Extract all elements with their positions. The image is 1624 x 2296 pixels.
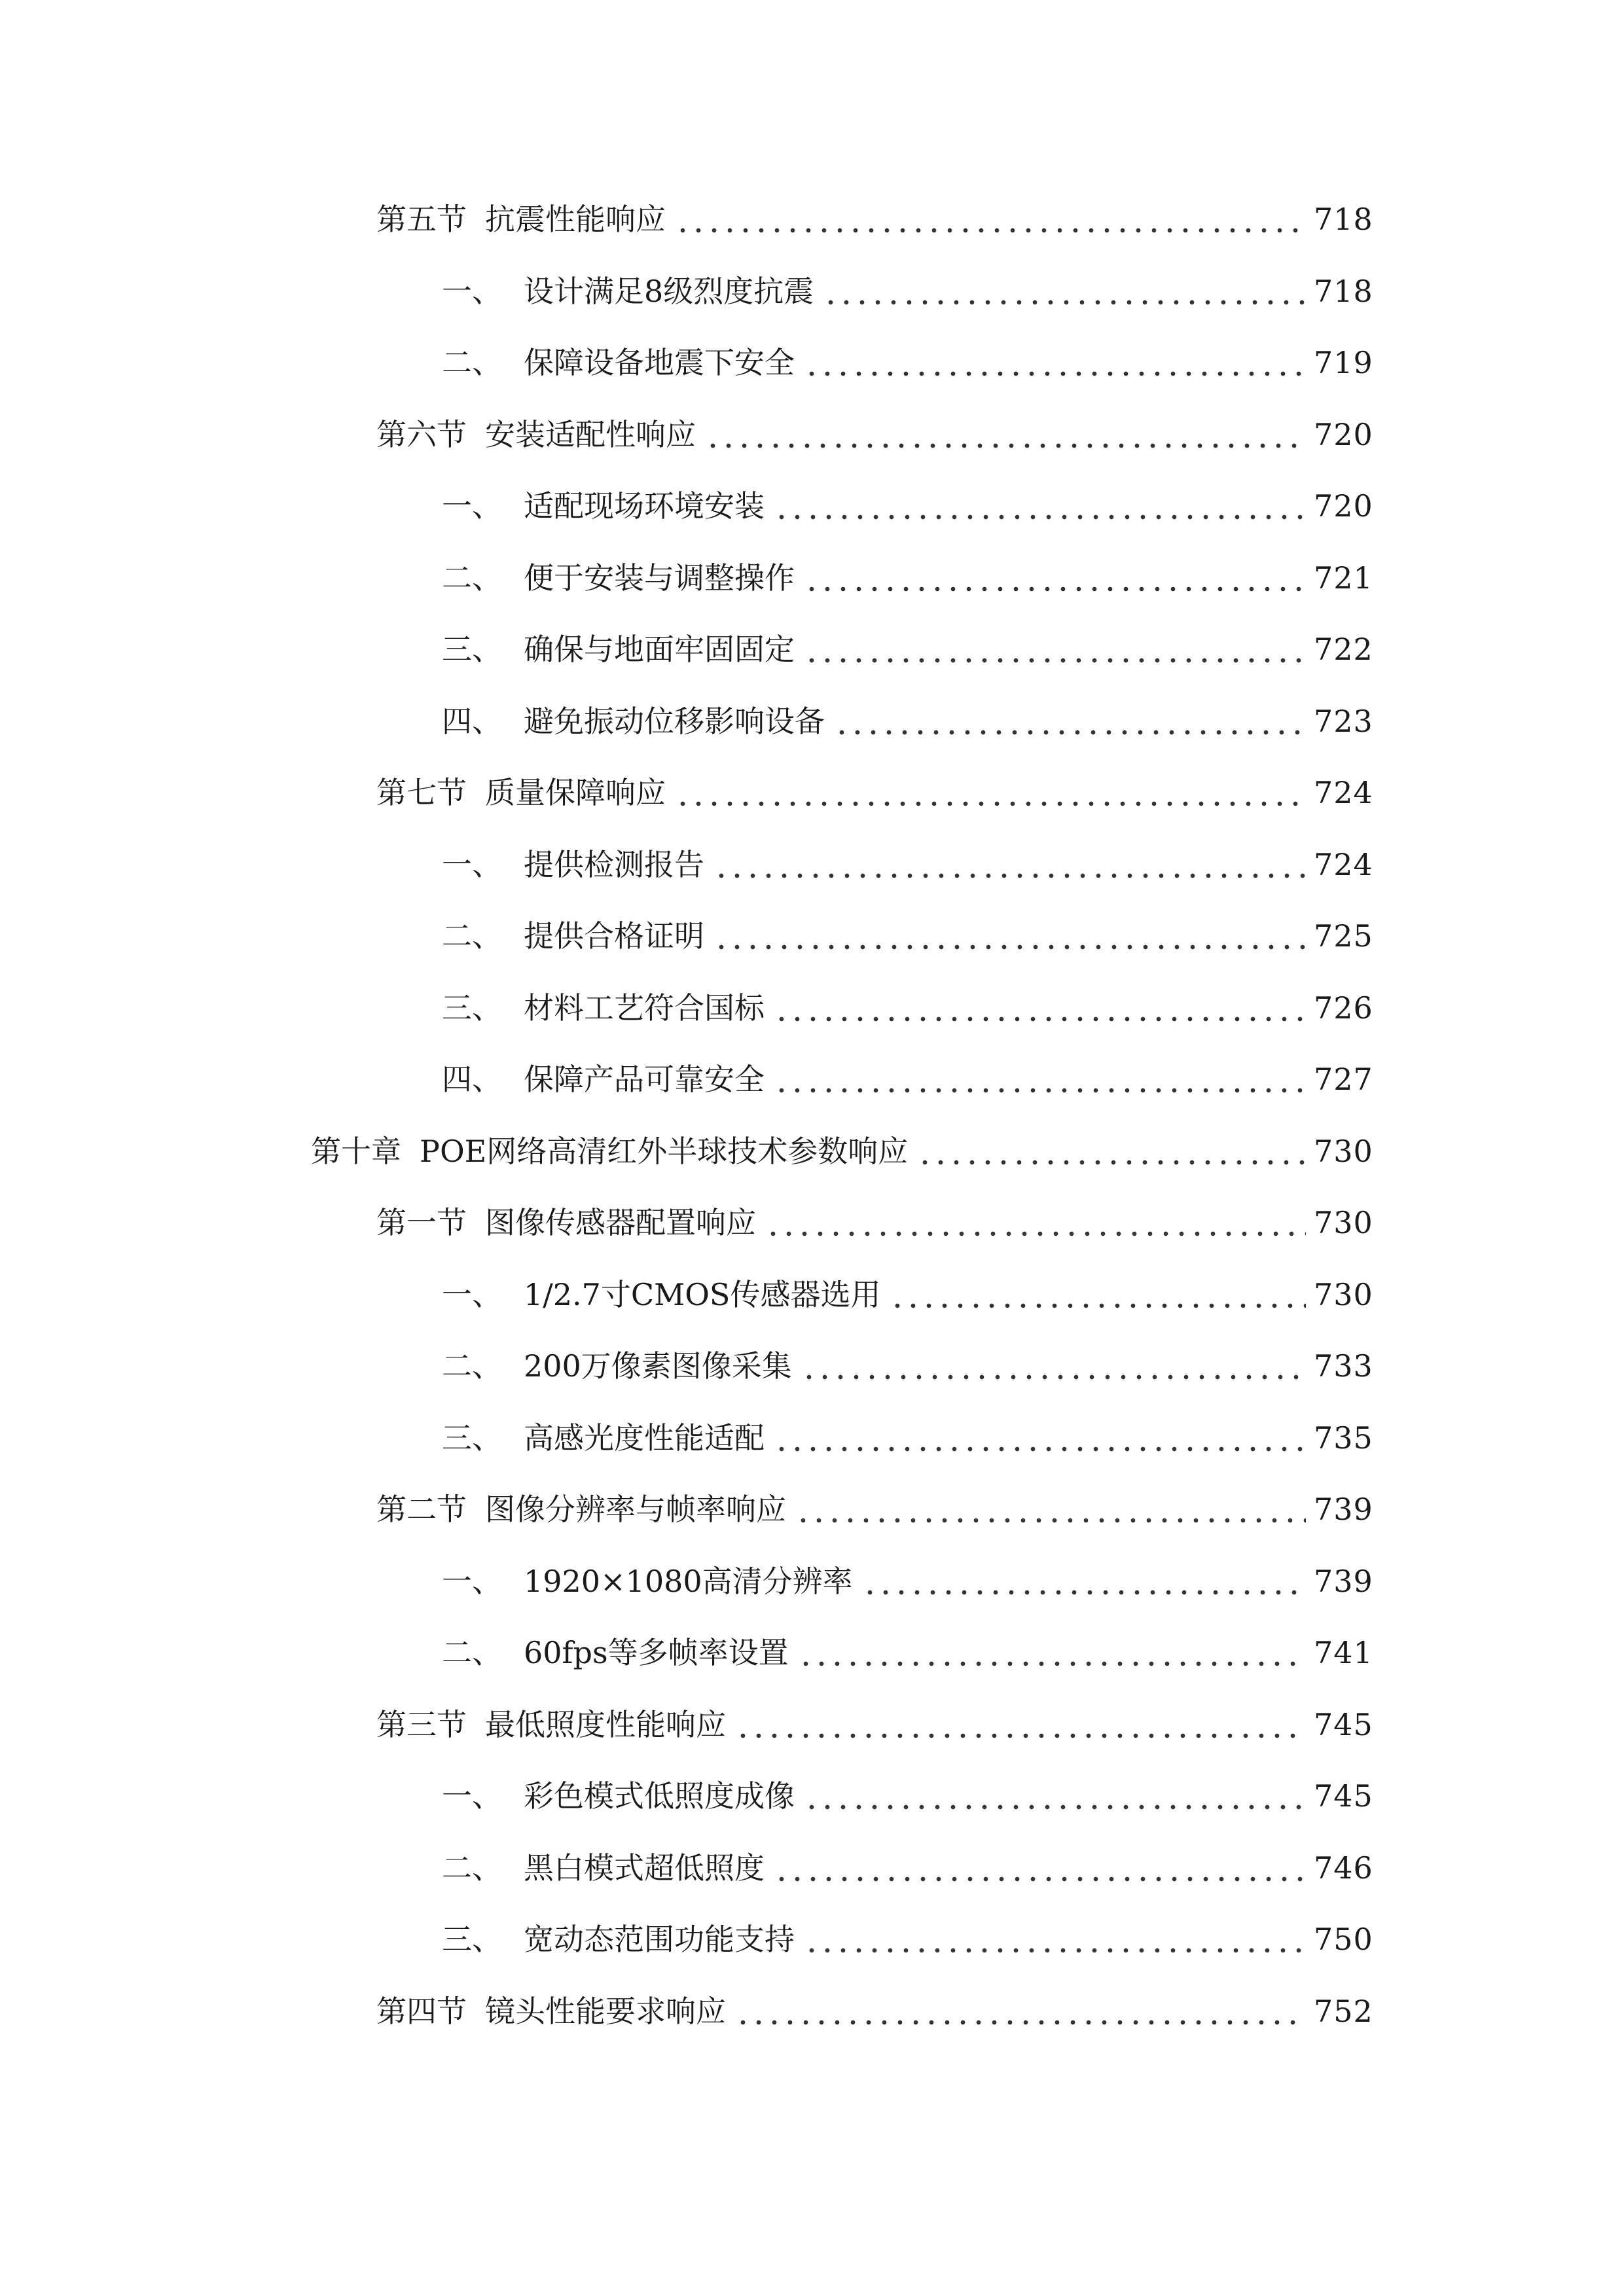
toc-entry-number: 二、 — [442, 1635, 502, 1670]
toc-entry-page: 730 — [1314, 1134, 1373, 1169]
toc-entry-number: 二、 — [442, 1850, 502, 1886]
toc-entry-title: 高感光度性能适配 — [524, 1420, 765, 1456]
dot-leader — [834, 702, 1306, 741]
dot-leader — [713, 916, 1306, 956]
dot-leader — [774, 486, 1306, 526]
toc-entry-page: 726 — [1314, 990, 1373, 1026]
dot-leader — [765, 1203, 1306, 1242]
dot-leader — [713, 845, 1306, 884]
dot-leader — [774, 988, 1306, 1028]
toc-entry-number: 第六节 — [376, 417, 467, 452]
toc-entry-number: 第十章 — [311, 1134, 401, 1169]
dot-leader — [804, 343, 1306, 382]
toc-entry-title: 镜头性能要求响应 — [485, 1994, 726, 2029]
dot-leader — [804, 1920, 1306, 1959]
toc-entry-title: 60fps等多帧率设置 — [524, 1635, 789, 1670]
toc-entry-page: 730 — [1314, 1277, 1373, 1312]
dot-leader — [675, 200, 1306, 239]
toc-entry-title: 保障设备地震下安全 — [524, 345, 795, 380]
toc-entry-number: 第一节 — [376, 1205, 467, 1240]
toc-entry-page: 725 — [1314, 918, 1373, 954]
toc-entry-number: 第三节 — [376, 1707, 467, 1742]
dot-leader — [795, 1490, 1306, 1529]
toc-entry[interactable] — [0, 1203, 1624, 1242]
toc-entry-page: 735 — [1314, 1420, 1373, 1456]
toc-entry[interactable] — [0, 558, 1624, 598]
toc-entry-number: 第四节 — [376, 1994, 467, 2029]
toc-entry[interactable] — [0, 272, 1624, 311]
dot-leader — [804, 558, 1306, 598]
dot-leader — [823, 272, 1306, 311]
toc-entry-page: 727 — [1314, 1062, 1373, 1097]
toc-entry-title: 黑白模式超低照度 — [524, 1850, 765, 1886]
dot-leader — [705, 415, 1306, 454]
dot-leader — [804, 1776, 1306, 1816]
dot-leader — [774, 1418, 1306, 1458]
toc-entry[interactable] — [0, 1275, 1624, 1314]
toc-entry[interactable] — [0, 415, 1624, 454]
toc-entry-page: 741 — [1314, 1635, 1373, 1670]
toc-entry-page: 739 — [1314, 1564, 1373, 1599]
toc-entry-title: 宽动态范围功能支持 — [524, 1922, 795, 1957]
toc-entry[interactable] — [0, 1633, 1624, 1672]
dot-leader — [890, 1275, 1306, 1314]
dot-leader — [735, 1705, 1306, 1744]
toc-entry[interactable] — [0, 343, 1624, 382]
toc-entry[interactable] — [0, 1132, 1624, 1171]
dot-leader — [862, 1562, 1306, 1601]
toc-entry-title: 彩色模式低照度成像 — [524, 1778, 795, 1814]
toc-entry-number: 四、 — [442, 704, 502, 739]
toc-entry[interactable] — [0, 1490, 1624, 1529]
toc-entry-number: 三、 — [442, 1922, 502, 1957]
toc-entry-number: 第七节 — [376, 775, 467, 810]
toc-entry-title: 适配现场环境安装 — [524, 488, 765, 524]
toc-entry-number: 一、 — [442, 847, 502, 882]
toc-entry-number: 二、 — [442, 918, 502, 954]
toc-entry-number: 一、 — [442, 1277, 502, 1312]
toc-entry[interactable] — [0, 702, 1624, 741]
dot-leader — [735, 1992, 1306, 2031]
toc-entry-title: 图像传感器配置响应 — [485, 1205, 756, 1240]
toc-entry-title: 最低照度性能响应 — [485, 1707, 726, 1742]
toc-entry[interactable] — [0, 1920, 1624, 1959]
toc-entry-page: 722 — [1314, 632, 1373, 667]
toc-entry-page: 745 — [1314, 1778, 1373, 1814]
toc-entry-page: 739 — [1314, 1492, 1373, 1527]
toc-entry-number: 一、 — [442, 274, 502, 309]
toc-entry[interactable] — [0, 1562, 1624, 1601]
toc-entry[interactable] — [0, 486, 1624, 526]
toc-entry[interactable] — [0, 1060, 1624, 1099]
toc-entry[interactable] — [0, 845, 1624, 884]
toc-entry-page: 724 — [1314, 847, 1373, 882]
toc-entry-title: 设计满足8级烈度抗震 — [524, 274, 814, 309]
toc-entry[interactable] — [0, 1346, 1624, 1386]
toc-entry[interactable] — [0, 1418, 1624, 1458]
toc-entry-number: 二、 — [442, 560, 502, 596]
toc-entry[interactable] — [0, 200, 1624, 239]
toc-entry-number: 四、 — [442, 1062, 502, 1097]
toc-entry-number: 第二节 — [376, 1492, 467, 1527]
toc-entry[interactable] — [0, 773, 1624, 812]
toc-entry-title: 图像分辨率与帧率响应 — [485, 1492, 786, 1527]
toc-entry-title: 抗震性能响应 — [485, 202, 666, 237]
toc-entry-number: 三、 — [442, 1420, 502, 1456]
toc-entry-page: 733 — [1314, 1348, 1373, 1384]
toc-entry-title: 200万像素图像采集 — [524, 1348, 792, 1384]
toc-entry-title: 提供检测报告 — [524, 847, 704, 882]
toc-entry-number: 三、 — [442, 990, 502, 1026]
dot-leader — [798, 1633, 1306, 1672]
toc-entry-number: 一、 — [442, 1564, 502, 1599]
dot-leader — [804, 630, 1306, 669]
dot-leader — [917, 1132, 1306, 1171]
toc-entry-title: 保障产品可靠安全 — [524, 1062, 765, 1097]
toc-entry-page: 719 — [1314, 345, 1373, 380]
toc-entry-title: 便于安装与调整操作 — [524, 560, 795, 596]
toc-entry-number: 二、 — [442, 345, 502, 380]
toc-entry-page: 752 — [1314, 1994, 1373, 2029]
toc-entry[interactable] — [0, 1776, 1624, 1816]
toc-entry-page: 730 — [1314, 1205, 1373, 1240]
toc-entry-page: 718 — [1314, 274, 1373, 309]
dot-leader — [774, 1848, 1306, 1888]
toc-entry-number: 二、 — [442, 1348, 502, 1384]
toc-entry-page: 723 — [1314, 704, 1373, 739]
toc-entry-page: 720 — [1314, 488, 1373, 524]
toc-entry-number: 一、 — [442, 1778, 502, 1814]
toc-entry[interactable] — [0, 988, 1624, 1028]
toc-entry-page: 724 — [1314, 775, 1373, 810]
toc-entry-number: 第五节 — [376, 202, 467, 237]
toc-entry-title: 提供合格证明 — [524, 918, 704, 954]
toc-entry[interactable] — [0, 1848, 1624, 1888]
toc-entry-title: 1920×1080高清分辨率 — [524, 1564, 853, 1599]
dot-leader — [774, 1060, 1306, 1099]
toc-entry-page: 720 — [1314, 417, 1373, 452]
toc-entry-page: 750 — [1314, 1922, 1373, 1957]
dot-leader — [801, 1346, 1306, 1386]
toc-entry-page: 721 — [1314, 560, 1373, 596]
toc-entry-title: 材料工艺符合国标 — [524, 990, 765, 1026]
dot-leader — [675, 773, 1306, 812]
toc-entry-title: 安装适配性响应 — [485, 417, 696, 452]
toc-entry-number: 三、 — [442, 632, 502, 667]
toc-entry-title: 质量保障响应 — [485, 775, 666, 810]
toc-entry-title: 确保与地面牢固固定 — [524, 632, 795, 667]
toc-entry[interactable] — [0, 1992, 1624, 2031]
toc-entry-page: 745 — [1314, 1707, 1373, 1742]
toc-entry[interactable] — [0, 1705, 1624, 1744]
toc-entry[interactable] — [0, 630, 1624, 669]
toc-entry-page: 746 — [1314, 1850, 1373, 1886]
toc-entry-page: 718 — [1314, 202, 1373, 237]
toc-entry-title: POE网络高清红外半球技术参数响应 — [420, 1134, 909, 1169]
toc-entry-number: 一、 — [442, 488, 502, 524]
toc-entry-title: 避免振动位移影响设备 — [524, 704, 825, 739]
toc-entry-title: 1/2.7寸CMOS传感器选用 — [524, 1277, 881, 1312]
toc-entry[interactable] — [0, 916, 1624, 956]
